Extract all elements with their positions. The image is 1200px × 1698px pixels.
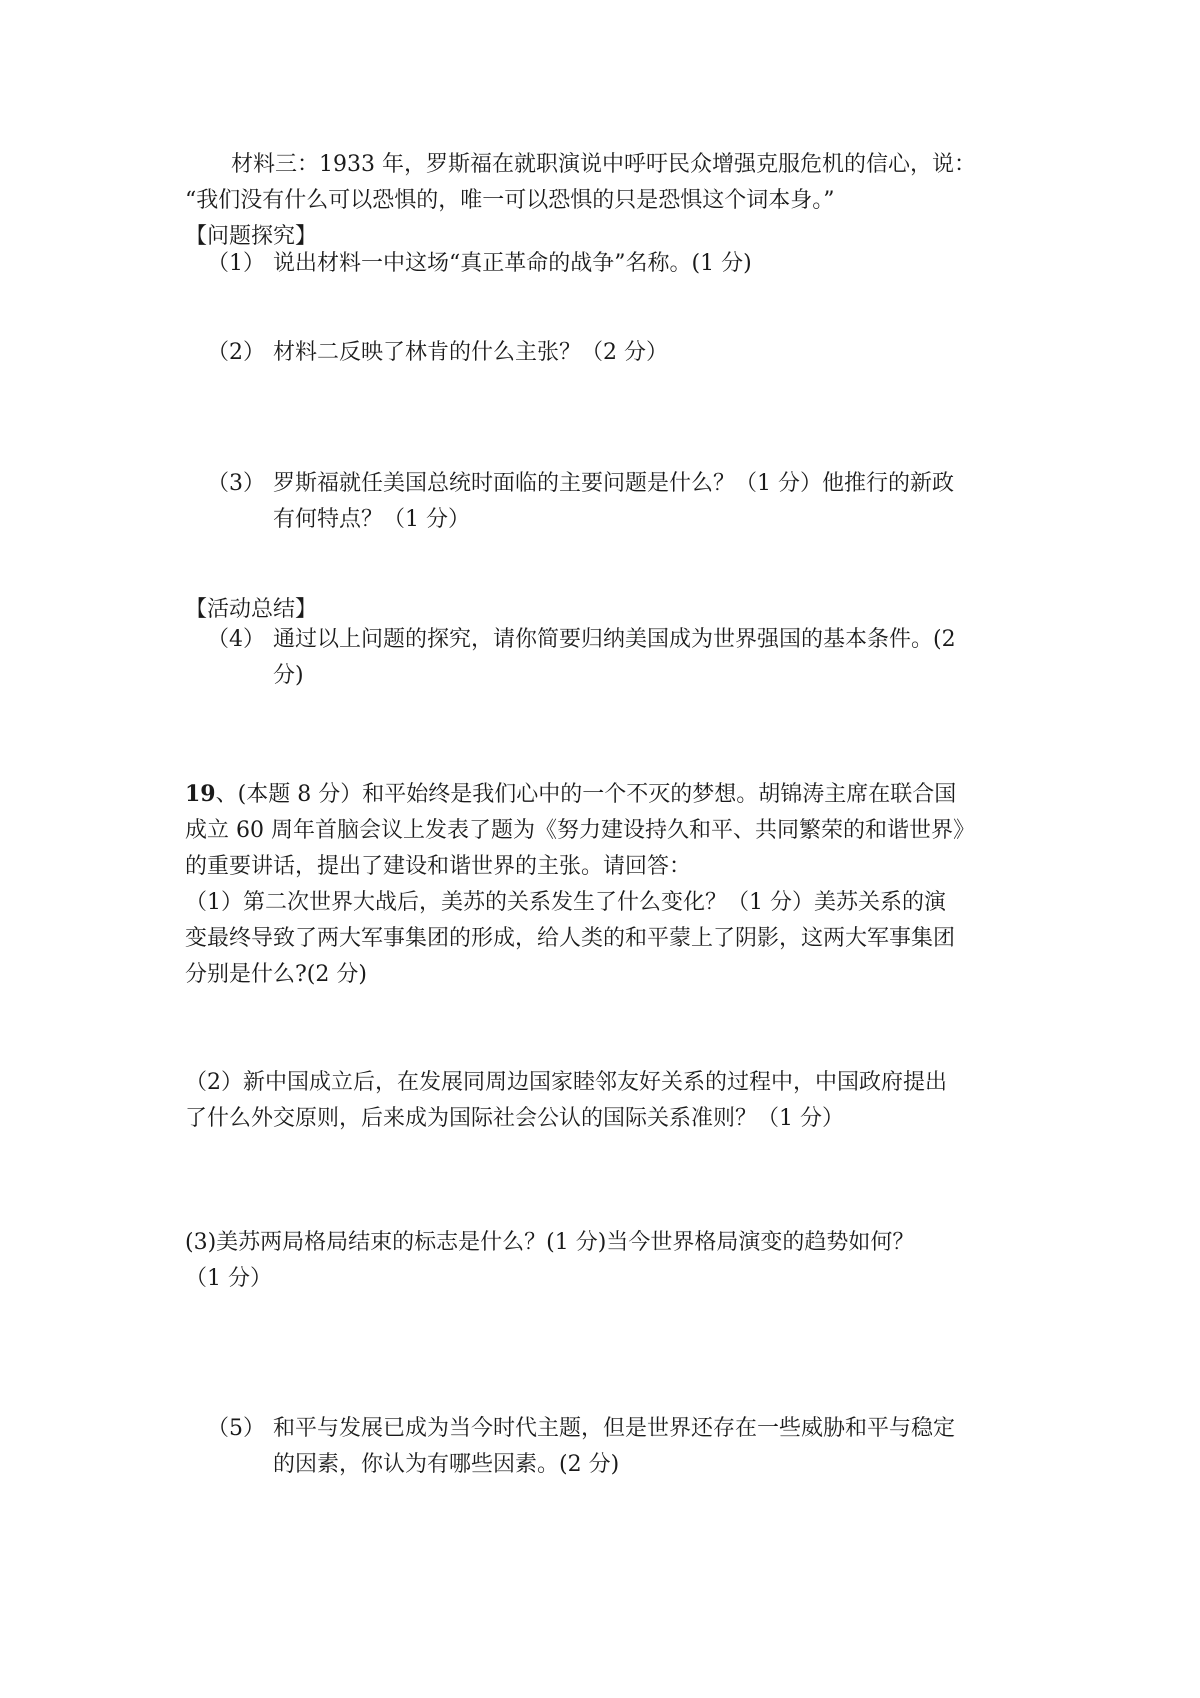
question-19-sub3: [185, 1225, 1025, 1297]
question-19-line-3: 的重要讲话，提出了建设和谐世界的主张。请回答：: [185, 854, 692, 879]
question-19-sub5-line-1: 和平与发展已成为当今时代主题，但是世界还存在一些威胁和平与稳定: [273, 1416, 956, 1441]
question-1-text: 说出材料一中这场“真正革命的战争”名称。(1 分): [273, 251, 752, 276]
material-three: [185, 147, 1025, 219]
question-19-sub3-line-2: （1 分）: [185, 1266, 272, 1291]
question-19-sub5-number: （5）: [207, 1416, 265, 1441]
question-2-text: 材料二反映了林肯的什么主张？（2 分）: [273, 340, 668, 365]
question-1-number: （1）: [207, 251, 265, 276]
question-4-line-2: 分): [273, 663, 304, 688]
question-19-sub3-line-1: (3)美苏两局格局结束的标志是什么？(1 分)当今世界格局演变的趋势如何？: [185, 1230, 915, 1255]
summary-heading: 【活动总结】: [185, 597, 318, 622]
question-3: [207, 466, 1027, 538]
material-three-line-1: 材料三：1933 年，罗斯福在就职演说中呼吁民众增强克服危机的信心，说：: [231, 152, 976, 177]
question-19-sub1-line-3: 分别是什么?(2 分): [185, 962, 367, 987]
question-3-number: （3）: [207, 471, 265, 496]
question-4-number: （4）: [207, 627, 265, 652]
question-4-line-1: 通过以上问题的探究，请你简要归纳美国成为世界强国的基本条件。(2: [273, 627, 956, 652]
material-three-line-2: “我们没有什么可以恐惧的，唯一可以恐惧的只是恐惧这个词本身。”: [185, 188, 835, 213]
question-1: [207, 246, 1027, 282]
question-3-line-1: 罗斯福就任美国总统时面临的主要问题是什么？（1 分）他推行的新政: [273, 471, 954, 496]
question-19-number: 19: [185, 781, 216, 807]
question-19-line-1: 19、(本题 8 分）和平始终是我们心中的一个不灭的梦想。胡锦涛主席在联合国: [185, 781, 957, 807]
question-19: [185, 776, 1025, 993]
question-19-sub2-line-1: （2）新中国成立后，在发展同周边国家睦邻友好关系的过程中，中国政府提出: [185, 1070, 947, 1095]
inquiry-heading: 【问题探究】: [185, 224, 318, 249]
question-4: [207, 622, 1027, 694]
question-3-line-2: 有何特点？（1 分）: [273, 507, 470, 532]
question-2-number: （2）: [207, 340, 265, 365]
question-19-sub1-line-2: 变最终导致了两大军事集团的形成，给人类的和平蒙上了阴影，这两大军事集团: [185, 926, 956, 951]
question-19-sub5-line-2: 的因素，你认为有哪些因素。(2 分): [273, 1452, 620, 1477]
question-19-sub2: [185, 1065, 1025, 1137]
question-19-line-2: 成立 60 周年首脑会议上发表了题为《努力建设持久和平、共同繁荣的和谐世界》: [185, 818, 975, 843]
question-19-sub1-line-1: （1）第二次世界大战后，美苏的关系发生了什么变化？（1 分）美苏关系的演: [185, 890, 946, 915]
question-19-sub2-line-2: 了什么外交原则，后来成为国际社会公认的国际关系准则？（1 分）: [185, 1106, 844, 1131]
question-2: [207, 335, 1027, 371]
question-19-sub5: [207, 1411, 1027, 1483]
